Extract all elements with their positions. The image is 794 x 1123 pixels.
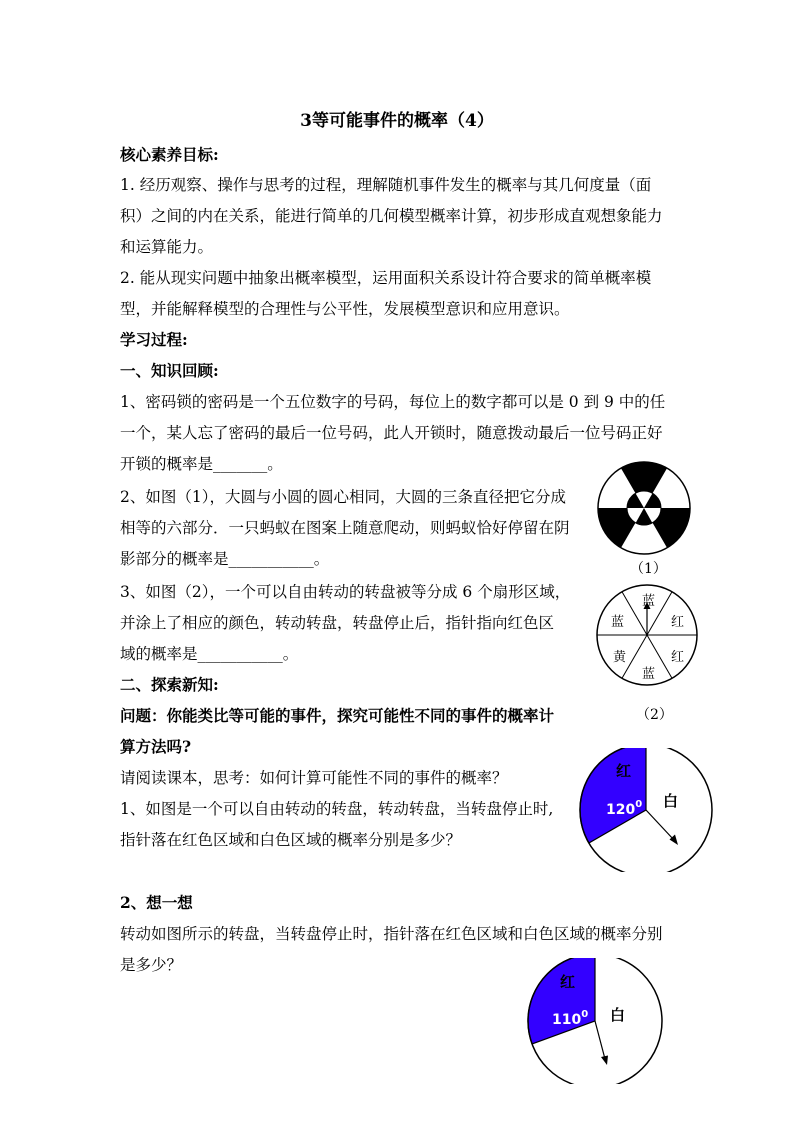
sector-label: 红 (671, 650, 685, 665)
sector-label: 蓝 (642, 594, 656, 609)
red-label: 红 (616, 762, 632, 780)
q2-line1: 2、如图（1），大圆与小圆的圆心相同，大圆的三条直径把它分成 (120, 488, 566, 506)
q2-line3: 影部分的概率是___________。 (120, 550, 330, 568)
degree-superscript: 0 (581, 1009, 589, 1020)
goal1-line2: 积）之间的内在关系，能进行简单的几何模型概率计算，初步形成直观想象能力 (120, 207, 663, 225)
red-sector (580, 748, 646, 843)
goal2-line1: 2. 能从现实问题中抽象出概率模型，运用面积关系设计符合要求的简单概率模 (120, 269, 652, 287)
pointer-arrow (595, 1021, 605, 1059)
figure1-caption: （1） (630, 561, 667, 577)
goal2-line2: 型，并能解释模型的合理性与公平性，发展模型意识和应用意识。 (120, 300, 570, 318)
explore-heading: 二、探索新知: (120, 675, 219, 694)
q1-line2: 一个，某人忘了密码的最后一位号码，此人开锁时，随意拨动最后一位号码正好 (120, 424, 663, 442)
white-label: 白 (663, 792, 679, 810)
white-label: 白 (610, 1006, 626, 1024)
figure2-caption: （2） (636, 707, 673, 723)
e2-line2: 是多少？ (120, 956, 183, 974)
read-line: 请阅读课本，思考：如何计算可能性不同的事件的概率？ (120, 769, 508, 787)
red-sector (528, 958, 595, 1044)
goal1-line3: 和运算能力。 (120, 238, 214, 256)
e1-line1: 1、如图是一个可以自由转动的转盘，转动转盘，当转盘停止时, (120, 800, 554, 818)
goals-heading: 核心素养目标: (120, 145, 219, 164)
q2-line2: 相等的六部分．一只蚂蚁在图案上随意爬动，则蚂蚁恰好停留在阴 (120, 519, 570, 537)
e1-line2: 指针落在红色区域和白色区域的概率分别是多少？ (120, 831, 462, 849)
review-heading: 一、知识回顾: (120, 361, 219, 380)
question-line1: 问题：你能类比等可能的事件，探究可能性不同的事件的概率计 (120, 706, 555, 725)
sector-label: 红 (671, 615, 685, 630)
process-heading: 学习过程: (120, 330, 188, 349)
e2-line1: 转动如图所示的转盘，当转盘停止时，指针落在红色区域和白色区域的概率分别 (120, 925, 663, 943)
question-line2: 算方法吗? (120, 737, 192, 756)
degree-superscript: 0 (635, 799, 643, 810)
q3-line2: 并涂上了相应的颜色，转动转盘，转盘停止后，指针指向红色区 (120, 614, 555, 632)
q1-line3: 开锁的概率是_______。 (120, 455, 283, 473)
think-heading: 2、想一想 (120, 893, 193, 912)
pointer-arrow (646, 810, 674, 840)
angle-value: 120 (606, 802, 636, 818)
q3-line3: 域的概率是___________。 (120, 645, 299, 663)
pointer-arrowhead (601, 1056, 608, 1066)
q1-line1: 1、密码锁的密码是一个五位数字的号码，每位上的数字都可以是 0 到 9 中的任 (120, 393, 666, 411)
page-title: 3等可能事件的概率（4） (300, 111, 494, 131)
angle-value: 110 (552, 1012, 582, 1028)
q3-line1: 3、如图（2），一个可以自由转动的转盘被等分成 6 个扇形区域， (120, 583, 571, 601)
red-label: 红 (560, 973, 576, 991)
sector-label: 蓝 (642, 667, 656, 682)
spinner-110 (526, 958, 666, 1084)
figure2-spinner (596, 582, 698, 688)
spinner-120 (578, 748, 716, 872)
goal1-line1: 1. 经历观察、操作与思考的过程，理解随机事件发生的概率与其几何度量（面 (120, 176, 652, 194)
figure1-circle-diagram (596, 460, 692, 556)
sector-label: 黄 (613, 650, 627, 665)
sector-label: 蓝 (611, 615, 625, 630)
